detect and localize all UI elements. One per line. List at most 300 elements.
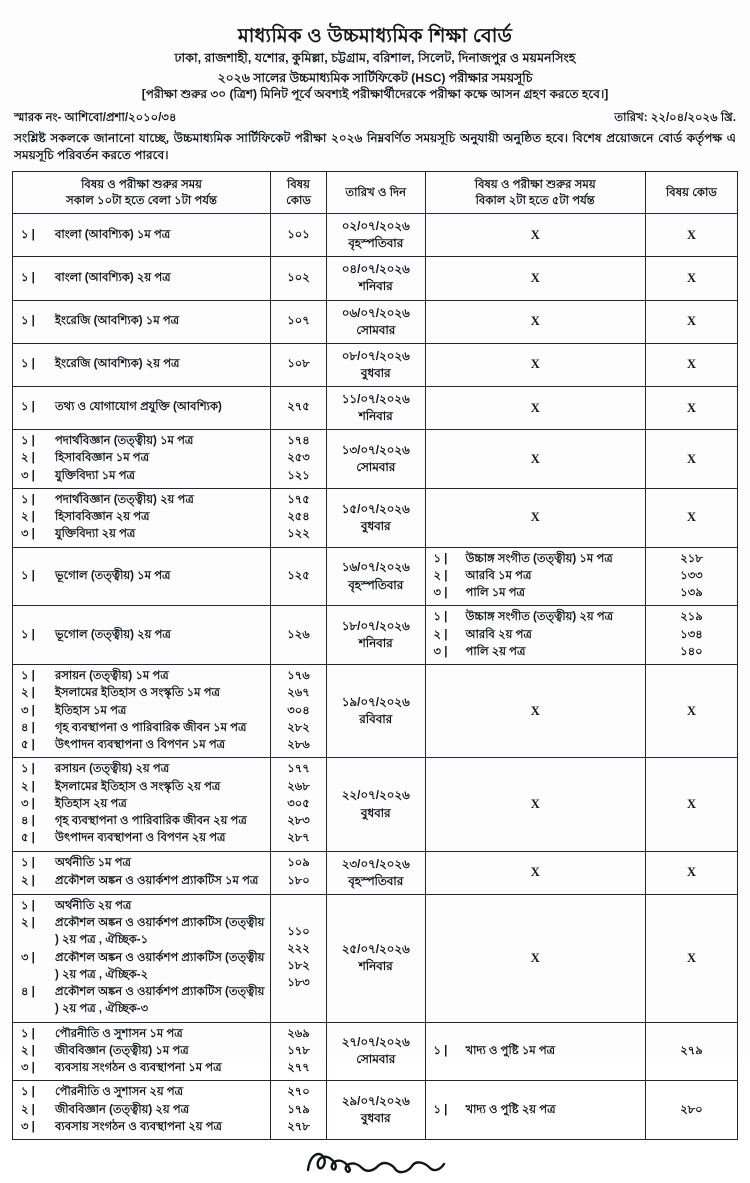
exam-date: ১৬/০৭/২০২৬	[341, 560, 410, 575]
no-exam-mark: X	[686, 451, 696, 466]
morning-code-cell	[271, 1022, 327, 1081]
exam-date: ১৯/০৭/২০২৬	[341, 695, 410, 710]
subject-item	[17, 898, 268, 915]
no-exam-mark: X	[530, 797, 540, 812]
subject-code: ১০২	[287, 271, 310, 284]
subject-code: ১৮৩	[287, 977, 310, 990]
subject-serial: ২ |	[21, 452, 35, 465]
evening-subject-cell	[425, 343, 645, 386]
subject-item	[17, 270, 268, 287]
subject-name: খাদ্য ও পুষ্টি ২য় পত্র	[465, 1103, 556, 1116]
subject-serial: ২ |	[433, 569, 448, 582]
memo-date: তারিখ: ২২/০৪/২০২৬ খ্রি.	[614, 110, 736, 124]
subject-item	[17, 227, 268, 244]
table-header-row	[13, 171, 738, 213]
subject-code: ১০৭	[287, 315, 310, 328]
evening-code-cell	[645, 1081, 737, 1140]
subject-name: পালি ১ম পত্র	[465, 587, 526, 600]
subject-name: জীববিজ্ঞান (তত্ত্বীয়) ২য় পত্র	[55, 1103, 190, 1116]
subject-serial: ১ |	[21, 358, 35, 371]
subject-name: উৎপাদন ব্যবস্থাপনা ও বিপণন ২য় পত্র	[55, 832, 226, 845]
evening-subject-cell	[425, 547, 645, 606]
subject-code: ২১৮	[680, 552, 703, 565]
exam-day: শনিবার	[358, 636, 393, 651]
subject-item	[17, 668, 268, 685]
subject-code: ২৬৮	[287, 780, 310, 793]
evening-code-cell	[645, 547, 737, 606]
table-row	[13, 851, 738, 894]
no-exam-mark: X	[530, 950, 540, 965]
exam-date-cell	[326, 343, 425, 386]
subject-code: ১৩৩	[680, 569, 703, 582]
subject-code: ৩০৫	[287, 797, 310, 810]
subject-code: ২৮৭	[287, 832, 310, 845]
morning-subject-cell	[13, 214, 271, 257]
exam-date-cell	[326, 547, 425, 606]
subject-name: হিসাববিজ্ঞান ১ম পত্র	[55, 452, 150, 465]
subject-item	[17, 1084, 268, 1101]
subject-name: হিসাববিজ্ঞান ২য় পত্র	[55, 511, 150, 524]
no-exam-mark: X	[686, 357, 696, 372]
exam-date-cell	[326, 665, 425, 758]
header-evening-code-label: বিষয় কোড	[665, 185, 717, 199]
subject-item	[17, 526, 268, 543]
subject-name: যুক্তিবিদ্যা ২য় পত্র	[55, 528, 136, 541]
subject-serial: ১ |	[433, 1103, 448, 1116]
subject-item	[17, 873, 268, 890]
subject-item	[430, 609, 643, 626]
subject-name: উচ্চাঙ্গ সংগীত (তত্ত্বীয়) ১ম পত্র	[465, 552, 613, 565]
subject-item	[17, 492, 268, 509]
subject-item	[17, 915, 268, 950]
morning-subject-cell	[13, 758, 271, 851]
subject-serial: ১ |	[21, 435, 35, 448]
subject-name: পদার্থবিজ্ঞান (তত্ত্বীয়) ২য় পত্র	[55, 493, 194, 506]
subject-code: ১০১	[287, 228, 310, 241]
subject-serial: ২ |	[21, 687, 35, 700]
morning-subject-cell	[13, 386, 271, 429]
exam-date: ২২/০৭/২০২৬	[341, 788, 410, 803]
exam-date: ০২/০৭/২০২৬	[341, 219, 410, 234]
morning-code-cell	[271, 214, 327, 257]
subject-item	[17, 1026, 268, 1043]
evening-subject-cell	[425, 606, 645, 665]
evening-code-cell	[645, 430, 737, 489]
exam-day: সোমবার	[356, 460, 396, 475]
exam-day: বৃহস্পতিবার	[348, 577, 404, 592]
exam-day: বুধবার	[360, 365, 391, 380]
evening-code-cell	[645, 300, 737, 343]
morning-subject-cell	[13, 343, 271, 386]
morning-code-cell	[271, 606, 327, 665]
subject-name: উচ্চাঙ্গ সংগীত (তত্ত্বীয়) ২য় পত্র	[465, 611, 614, 624]
header-evening-subject-line1: বিষয় ও পরীক্ষা শুরুর সময়	[474, 177, 596, 191]
evening-code-cell	[645, 665, 737, 758]
no-exam-mark: X	[686, 865, 696, 880]
exam-day: বুধবার	[360, 805, 391, 820]
exam-date-cell	[326, 386, 425, 429]
morning-code-cell	[271, 851, 327, 894]
exam-date-cell	[326, 851, 425, 894]
board-name: মাধ্যমিক ও উচ্চমাধ্যমিক শিক্ষা বোর্ড	[237, 25, 513, 47]
subject-serial: ১ |	[21, 271, 35, 284]
evening-subject-cell	[425, 214, 645, 257]
evening-code-cell	[645, 488, 737, 547]
subject-item	[17, 830, 268, 847]
subject-serial: ৩ |	[21, 1120, 35, 1133]
no-exam-mark: X	[686, 797, 696, 812]
signature-icon	[300, 1146, 450, 1178]
exam-routine-table	[12, 171, 738, 1140]
exam-date-cell	[326, 300, 425, 343]
subject-code: ২৭৯	[680, 1044, 703, 1057]
subject-item	[17, 356, 268, 373]
table-row	[13, 488, 738, 547]
subject-item	[17, 813, 268, 830]
subject-name: যুক্তিবিদ্যা ১ম পত্র	[55, 469, 135, 482]
subject-serial: ৩ |	[21, 1062, 35, 1075]
subject-code: ১৪০	[680, 645, 703, 658]
subject-serial: ১ |	[21, 670, 35, 683]
morning-subject-cell	[13, 665, 271, 758]
evening-subject-cell	[425, 300, 645, 343]
morning-subject-cell	[13, 257, 271, 300]
subject-item	[17, 1102, 268, 1119]
subject-item	[17, 761, 268, 778]
exam-day: সোমবার	[356, 1052, 396, 1067]
evening-subject-cell	[425, 894, 645, 1022]
exam-date: ২৫/০৭/২০২৬	[341, 942, 410, 957]
subject-name: ইতিহাস ১ম পত্র	[55, 704, 127, 717]
subject-name: গৃহ ব্যবস্থাপনা ও পারিবারিক জীবন ২য় পত্র	[55, 815, 247, 828]
subject-code: ২৮৬	[287, 739, 310, 752]
evening-subject-cell	[425, 257, 645, 300]
subject-serial: ৩ |	[433, 587, 448, 600]
subject-code: ২৮৩	[287, 815, 310, 828]
exam-date: ০৮/০৭/২০২৬	[341, 348, 410, 363]
memo-row	[14, 109, 736, 128]
subject-item	[430, 627, 643, 644]
subject-item	[430, 1102, 643, 1119]
header-morning-code	[271, 171, 327, 213]
evening-subject-cell	[425, 488, 645, 547]
subject-item	[17, 737, 268, 754]
board-districts: ঢাকা, রাজশাহী, যশোর, কুমিল্লা, চট্টগ্রাম, বরিশাল, সিলেট, দিনাজপুর ও ময়মনসিংহ	[174, 51, 576, 66]
subject-name: পৌরনীতি ও সুশাসন ১ম পত্র	[55, 1027, 183, 1040]
subject-name: গৃহ ব্যবস্থাপনা ও পারিবারিক জীবন ১ম পত্র	[55, 721, 247, 734]
subject-item	[430, 551, 643, 568]
table-row	[13, 894, 738, 1022]
exam-date-cell	[326, 894, 425, 1022]
exam-day: রবিবার	[359, 712, 393, 727]
evening-subject-cell	[425, 758, 645, 851]
subject-item	[17, 984, 268, 1019]
subject-item	[17, 796, 268, 813]
morning-code-cell	[271, 257, 327, 300]
morning-subject-cell	[13, 488, 271, 547]
no-exam-mark: X	[530, 510, 540, 525]
no-exam-mark: X	[686, 270, 696, 285]
subject-name: বাংলা (আবশ্যিক) ২য় পত্র	[55, 271, 171, 284]
exam-date: ১৩/০৭/২০২৬	[341, 442, 410, 457]
exam-day: বৃহস্পতিবার	[348, 873, 404, 888]
subject-item	[17, 855, 268, 872]
subject-serial: ২ |	[21, 1103, 35, 1116]
subject-serial: ১ |	[433, 1044, 448, 1057]
morning-code-cell	[271, 343, 327, 386]
evening-code-cell	[645, 758, 737, 851]
morning-code-cell	[271, 300, 327, 343]
subject-name: জীববিজ্ঞান (তত্ত্বীয়) ১ম পত্র	[55, 1044, 189, 1057]
table-row	[13, 606, 738, 665]
subject-serial: ১ |	[21, 569, 35, 582]
subject-serial: ১ |	[433, 611, 448, 624]
routine-table-body	[13, 214, 738, 1140]
exam-date: ০৬/০৭/২০২৬	[341, 305, 410, 320]
subject-code: ১৭৭	[287, 763, 310, 776]
evening-subject-cell	[425, 386, 645, 429]
header-date-day	[326, 171, 425, 213]
subject-name: পদার্থবিজ্ঞান (তত্ত্বীয়) ১ম পত্র	[55, 435, 194, 448]
subject-code: ২১৯	[680, 611, 703, 624]
notice-body: সংশ্লিষ্ট সকলকে জানানো যাচ্ছে, উচ্চমাধ্যমিক সার্টিফিকেট পরীক্ষা ২০২৬ নিম্নবর্ণিত সময়সূচি অনুযায়ী অনুষ্ঠিত হবে। বিশেষ প্রয়োজনে বোর্ড কর্তৃপক্ষ এ সময়সূচি পরিবর্তন করতে পারবে।	[14, 130, 736, 162]
subject-name: পালি ২য় পত্র	[465, 645, 526, 658]
table-row	[13, 300, 738, 343]
subject-name: প্রকৌশল অঙ্কন ও ওয়ার্কশপ প্র্যাকটিস ১ম পত্র	[55, 874, 259, 887]
evening-code-cell	[645, 343, 737, 386]
subject-code: ১৭৯	[287, 1103, 310, 1116]
subject-serial: ৩ |	[21, 951, 35, 964]
header-morning-code-label: বিষয় কোড	[286, 177, 311, 207]
subject-name: আরবি ১ম পত্র	[465, 569, 532, 582]
morning-subject-cell	[13, 851, 271, 894]
no-exam-mark: X	[530, 703, 540, 718]
no-exam-mark: X	[530, 314, 540, 329]
memo-number: স্মারক নং- আশিবো/প্রশা/২০১০/৩৪	[14, 110, 177, 124]
evening-subject-cell	[425, 1081, 645, 1140]
header-date-day-label: তারিখ ও দিন	[345, 185, 407, 199]
subject-serial: ১ |	[21, 1086, 35, 1099]
exam-date-cell	[326, 606, 425, 665]
exam-date: ১১/০৭/২০২৬	[341, 391, 410, 406]
morning-subject-cell	[13, 894, 271, 1022]
no-exam-mark: X	[686, 400, 696, 415]
subject-code: ১৩৪	[680, 628, 703, 641]
subject-code: ১৭৬	[287, 670, 310, 683]
subject-name: উৎপাদন ব্যবস্থাপনা ও বিপণন ১ম পত্র	[55, 739, 226, 752]
subject-name: রসায়ন (তত্ত্বীয়) ২য় পত্র	[55, 763, 170, 776]
exam-day: বৃহস্পতিবার	[348, 236, 404, 251]
no-exam-mark: X	[686, 950, 696, 965]
evening-code-cell	[645, 257, 737, 300]
exam-day: বুধবার	[360, 1111, 391, 1126]
exam-date: ১৮/০৭/২০২৬	[341, 619, 410, 634]
subject-serial: ২ |	[21, 917, 35, 930]
no-exam-mark: X	[686, 314, 696, 329]
subject-code: ২৮০	[680, 1103, 703, 1116]
subject-code: ২৮২	[287, 721, 310, 734]
subject-code: ১২১	[287, 469, 310, 482]
header-morning-subject-line1: বিষয় ও পরীক্ষা শুরুর সময়	[81, 177, 203, 191]
subject-name: ব্যবসায় সংগঠন ও ব্যবস্থাপনা ১ম পত্র	[55, 1062, 222, 1075]
subject-code: ১৭৪	[287, 435, 310, 448]
subject-name: ইসলামের ইতিহাস ও সংস্কৃতি ২য় পত্র	[55, 780, 221, 793]
subject-serial: ১ |	[21, 628, 35, 641]
morning-subject-cell	[13, 1081, 271, 1140]
table-row	[13, 665, 738, 758]
table-row	[13, 1022, 738, 1081]
subject-serial: ৫ |	[21, 832, 35, 845]
exam-day: শনিবার	[358, 279, 393, 294]
evening-subject-cell	[425, 1022, 645, 1081]
exam-date: ২৭/০৭/২০২৬	[341, 1035, 410, 1050]
subject-serial: ২ |	[21, 780, 35, 793]
subject-item	[17, 399, 268, 416]
subject-serial: ১ |	[21, 228, 35, 241]
subject-name: প্রকৌশল অঙ্কন ও ওয়ার্কশপ প্র্যাকটিস (তত্ত্বীয় ) ২য় পত্র , ঐচ্ছিক-৩	[55, 986, 265, 1016]
morning-subject-cell	[13, 1022, 271, 1081]
exam-date-cell	[326, 1081, 425, 1140]
header-morning-subject-line2: সকাল ১০টা হতে বেলা ১টা পর্যন্ত	[66, 193, 218, 207]
table-row	[13, 1081, 738, 1140]
evening-subject-cell	[425, 851, 645, 894]
no-exam-mark: X	[530, 227, 540, 242]
table-row	[13, 547, 738, 606]
subject-code: ২৫৩	[287, 452, 310, 465]
no-exam-mark: X	[530, 270, 540, 285]
exam-date: ২৯/০৭/২০২৬	[341, 1094, 410, 1109]
subject-serial: ১ |	[21, 899, 35, 912]
subject-name: রসায়ন (তত্ত্বীয়) ১ম পত্র	[55, 670, 169, 683]
routine-note: [পরীক্ষা শুরুর ৩০ (ত্রিশ) মিনিট পূর্বে অবশ্যই পরীক্ষার্থীদেরকে পরীক্ষা কক্ষে আসন গ্রহণ করতে হবে।]	[141, 86, 609, 101]
exam-date-cell	[326, 257, 425, 300]
subject-name: তথ্য ও যোগাযোগ প্রযুক্তি (আবশ্যিক)	[55, 401, 222, 414]
subject-item	[430, 1043, 643, 1060]
no-exam-mark: X	[686, 227, 696, 242]
routine-title: ২০২৬ সালের উচ্চমাধ্যমিক সার্টিফিকেট (HSC) পরীক্ষার সময়সূচি	[217, 70, 533, 85]
evening-code-cell	[645, 894, 737, 1022]
subject-name: ইসলামের ইতিহাস ও সংস্কৃতি ১ম পত্র	[55, 687, 220, 700]
header-evening-subject-line2: বিকাল ২টা হতে ৫টা পর্যন্ত	[475, 193, 595, 207]
subject-name: ভূগোল (তত্ত্বীয়) ১ম পত্র	[55, 569, 171, 582]
morning-code-cell	[271, 894, 327, 1022]
subject-serial: ২ |	[21, 1044, 35, 1057]
subject-code: ২৫৪	[287, 511, 310, 524]
subject-name: প্রকৌশল অঙ্কন ও ওয়ার্কশপ প্র্যাকটিস (তত্ত্বীয় ) ২য় পত্র , ঐচ্ছিক-২	[55, 951, 265, 981]
exam-date: ০৪/০৭/২০২৬	[341, 262, 410, 277]
subject-code: ২৭০	[287, 1086, 310, 1099]
subject-serial: ৩ |	[433, 645, 448, 658]
subject-serial: ১ |	[21, 493, 35, 506]
morning-code-cell	[271, 386, 327, 429]
exam-date: ১৫/০৭/২০২৬	[341, 501, 410, 516]
evening-code-cell	[645, 606, 737, 665]
subject-name: খাদ্য ও পুষ্টি ১ম পত্র	[465, 1044, 556, 1057]
subject-serial: ৪ |	[21, 815, 35, 828]
morning-code-cell	[271, 1081, 327, 1140]
subject-name: পৌরনীতি ও সুশাসন ২য় পত্র	[55, 1086, 184, 1099]
subject-item	[430, 644, 643, 661]
morning-subject-cell	[13, 430, 271, 489]
document-header	[12, 24, 738, 103]
subject-name: ভূগোল (তত্ত্বীয়) ২য় পত্র	[55, 628, 171, 641]
header-evening-subject	[425, 171, 645, 213]
no-exam-mark: X	[530, 865, 540, 880]
table-row	[13, 343, 738, 386]
signature-area	[12, 1146, 738, 1180]
subject-serial: ৩ |	[21, 797, 35, 810]
subject-item	[17, 568, 268, 585]
subject-name: বাংলা (আবশ্যিক) ১ম পত্র	[55, 228, 171, 241]
subject-serial: ১ |	[21, 315, 35, 328]
subject-item	[17, 433, 268, 450]
subject-serial: ১ |	[21, 1027, 35, 1040]
subject-serial: ৩ |	[21, 704, 35, 717]
subject-serial: ২ |	[21, 874, 35, 887]
evening-code-cell	[645, 386, 737, 429]
evening-code-cell	[645, 1022, 737, 1081]
evening-code-cell	[645, 214, 737, 257]
morning-code-cell	[271, 547, 327, 606]
subject-name: অর্থনীতি ২য় পত্র	[55, 899, 132, 912]
subject-code: ২৬৭	[287, 687, 310, 700]
subject-serial: ২ |	[21, 511, 35, 524]
table-row	[13, 257, 738, 300]
subject-item	[430, 585, 643, 602]
subject-name: ইংরেজি (আবশ্যিক) ২য় পত্র	[55, 358, 180, 371]
exam-day: বুধবার	[360, 518, 391, 533]
subject-code: ১২৬	[287, 628, 310, 641]
exam-date-cell	[326, 430, 425, 489]
exam-day: শনিবার	[358, 959, 393, 974]
subject-code: ১৩৯	[680, 587, 703, 600]
subject-serial: ২ |	[433, 628, 448, 641]
subject-serial: ১ |	[21, 401, 35, 414]
subject-item	[17, 627, 268, 644]
subject-serial: ৪ |	[21, 986, 35, 999]
evening-code-cell	[645, 851, 737, 894]
subject-serial: ৫ |	[21, 739, 35, 752]
subject-code: ১২২	[287, 528, 310, 541]
subject-code: ১১০	[287, 925, 310, 938]
subject-name: আরবি ২য় পত্র	[465, 628, 532, 641]
subject-item	[17, 703, 268, 720]
subject-name: অর্থনীতি ১ম পত্র	[55, 857, 131, 870]
no-exam-mark: X	[530, 357, 540, 372]
subject-code: ৩০৪	[287, 704, 310, 717]
no-exam-mark: X	[530, 451, 540, 466]
subject-name: ইংরেজি (আবশ্যিক) ১ম পত্র	[55, 315, 180, 328]
subject-name: প্রকৌশল অঙ্কন ও ওয়ার্কশপ প্র্যাকটিস (তত্ত্বীয় ) ২য় পত্র , ঐচ্ছিক-১	[55, 917, 265, 947]
subject-item	[17, 1060, 268, 1077]
subject-name: ব্যবসায় সংগঠন ও ব্যবস্থাপনা ২য় পত্র	[55, 1120, 222, 1133]
subject-code: ১২৫	[287, 569, 310, 582]
subject-item	[17, 450, 268, 467]
subject-code: ১৮২	[287, 960, 310, 973]
exam-date-cell	[326, 1022, 425, 1081]
subject-code: ২৭৫	[287, 401, 310, 414]
subject-item	[17, 779, 268, 796]
subject-code: ২৭৭	[287, 1062, 310, 1075]
subject-item	[17, 720, 268, 737]
evening-subject-cell	[425, 665, 645, 758]
morning-code-cell	[271, 430, 327, 489]
subject-code: ১৭৮	[287, 1044, 310, 1057]
subject-name: ইতিহাস ২য় পত্র	[55, 797, 127, 810]
morning-code-cell	[271, 488, 327, 547]
subject-item	[17, 509, 268, 526]
header-morning-subject	[13, 171, 271, 213]
